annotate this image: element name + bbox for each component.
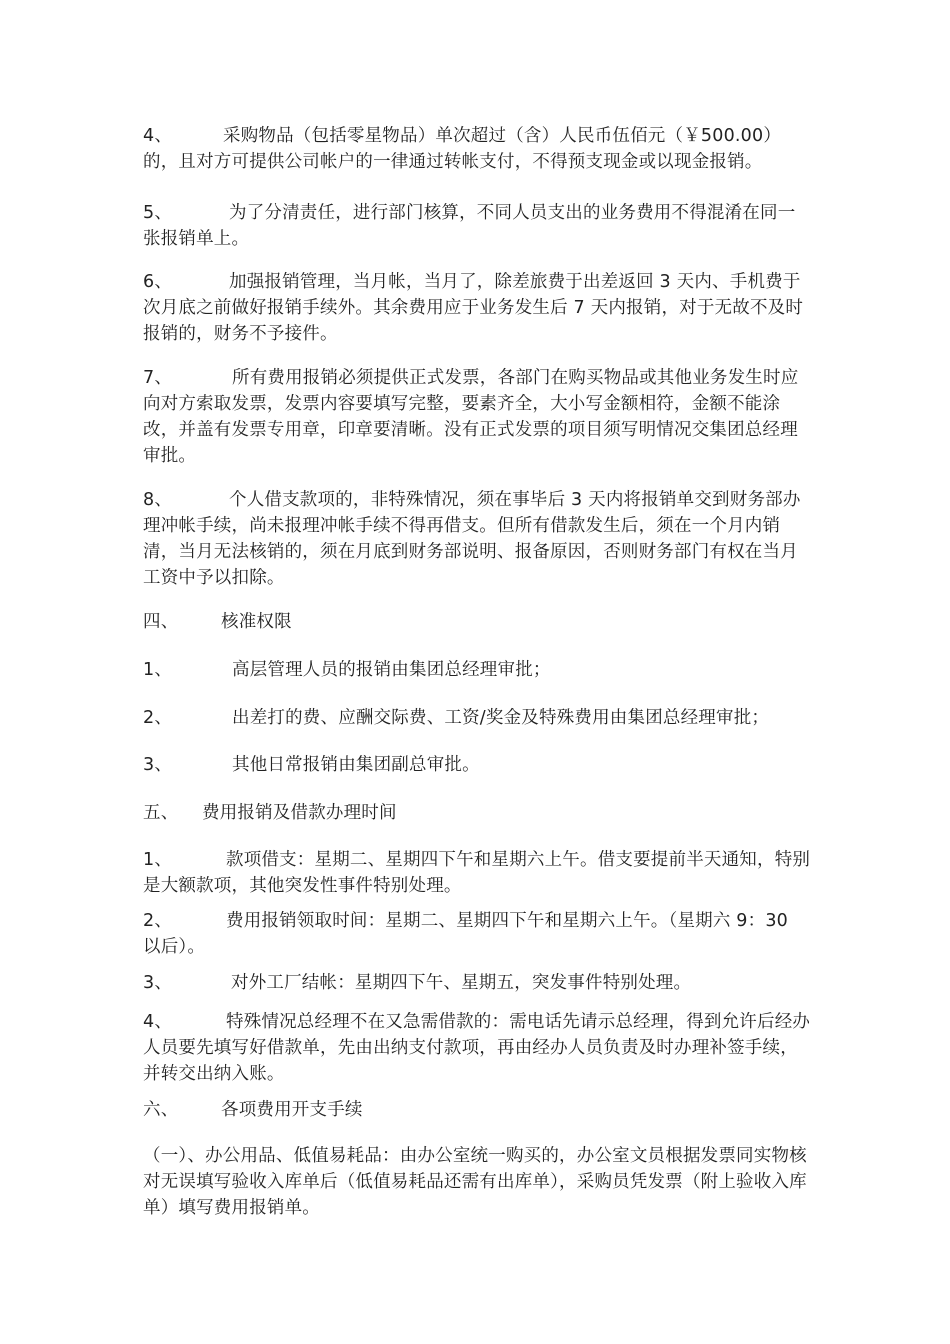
clause-number: 5、 bbox=[143, 203, 173, 223]
section-4-heading bbox=[143, 609, 811, 635]
schedule-3 bbox=[143, 970, 811, 996]
clause-text: 为了分清责任，进行部门核算，不同人员支出的业务费用不得混淆在同一张报销单上。 bbox=[143, 203, 796, 249]
clause-text: 对外工厂结帐：星期四下午、星期五，突发事件特别处理。 bbox=[231, 973, 692, 993]
expense-procedure-1 bbox=[143, 1143, 811, 1221]
schedule-4 bbox=[143, 1009, 811, 1087]
section-title: 各项费用开支手续 bbox=[221, 1100, 363, 1120]
clause-number: 8、 bbox=[143, 490, 173, 510]
clause-number: 2、 bbox=[143, 911, 173, 931]
section-title: 核准权限 bbox=[221, 612, 292, 632]
clause-text: 高层管理人员的报销由集团总经理审批； bbox=[232, 660, 551, 680]
clause-text: （一）、办公用品、低值易耗品：由办公室统一购买的，办公室文员根据发票同实物核对无误填写验收入库单后（低值易耗品还需有出库单），采购员凭发票（附上验收入库单）填写费用报销单。 bbox=[143, 1146, 807, 1218]
clause-number: 6、 bbox=[143, 272, 173, 292]
clause-text: 个人借支款项的，非特殊情况，须在事毕后 3 天内将报销单交到财务部办理冲帐手续，尚未报理冲帐手续不得再借支。但所有借款发生后，须在一个月内销清，当月无法核销的，须在月底到财务部说明、报备原因，否则财务部门有权在当月工资中予以扣除。 bbox=[143, 490, 801, 588]
schedule-1 bbox=[143, 847, 811, 899]
clause-4-purchase bbox=[143, 123, 811, 175]
authority-3 bbox=[143, 752, 811, 778]
clause-text: 其他日常报销由集团副总审批。 bbox=[232, 755, 480, 775]
clause-text: 所有费用报销必须提供正式发票，各部门在购买物品或其他业务发生时应向对方索取发票，发票内容要填写完整，要素齐全，大小写金额相符，金额不能涂改，并盖有发票专用章，印章要清晰。没有正式发票的项目须写明情况交集团总经理审批。 bbox=[143, 368, 799, 466]
schedule-2 bbox=[143, 908, 811, 960]
section-title: 费用报销及借款办理时间 bbox=[202, 803, 397, 823]
clause-number: 4、 bbox=[143, 1012, 173, 1032]
section-number: 六、 bbox=[143, 1100, 179, 1120]
clause-text: 款项借支：星期二、星期四下午和星期六上午。借支要提前半天通知，特别是大额款项，其他突发性事件特别处理。 bbox=[143, 850, 811, 896]
section-number: 四、 bbox=[143, 612, 179, 632]
clause-text: 特殊情况总经理不在又急需借款的：需电话先请示总经理，得到允许后经办人员要先填写好借款单，先由出纳支付款项，再由经办人员负责及时办理补签手续，并转交出纳入账。 bbox=[143, 1012, 811, 1084]
clause-number: 1、 bbox=[143, 850, 173, 870]
authority-2 bbox=[143, 705, 811, 731]
clause-number: 2、 bbox=[143, 708, 173, 728]
clause-text: 出差打的费、应酬交际费、工资/奖金及特殊费用由集团总经理审批； bbox=[232, 708, 770, 728]
section-6-heading bbox=[143, 1097, 811, 1123]
clause-6-timing bbox=[143, 269, 811, 347]
clause-text: 采购物品（包括零星物品）单次超过（含）人民币伍佰元（￥500.00）的，且对方可提供公司帐户的一律通过转帐支付，不得预支现金或以现金报销。 bbox=[143, 126, 782, 172]
section-5-heading bbox=[143, 800, 811, 826]
clause-number: 1、 bbox=[143, 660, 173, 680]
clause-text: 费用报销领取时间：星期二、星期四下午和星期六上午。（星期六 9：30 以后）。 bbox=[143, 911, 789, 957]
clause-number: 7、 bbox=[143, 368, 173, 388]
section-number: 五、 bbox=[143, 803, 179, 823]
clause-8-loans bbox=[143, 487, 811, 591]
clause-7-invoices bbox=[143, 365, 811, 469]
clause-text: 加强报销管理，当月帐，当月了，除差旅费于出差返回 3 天内、手机费于次月底之前做好报销手续外。其余费用应于业务发生后 7 天内报销，对于无故不及时报销的，财务不予接件。 bbox=[143, 272, 804, 344]
authority-1 bbox=[143, 657, 811, 683]
clause-number: 3、 bbox=[143, 755, 173, 775]
clause-number: 3、 bbox=[143, 973, 173, 993]
clause-number: 4、 bbox=[143, 126, 173, 146]
clause-5-separation bbox=[143, 200, 811, 252]
